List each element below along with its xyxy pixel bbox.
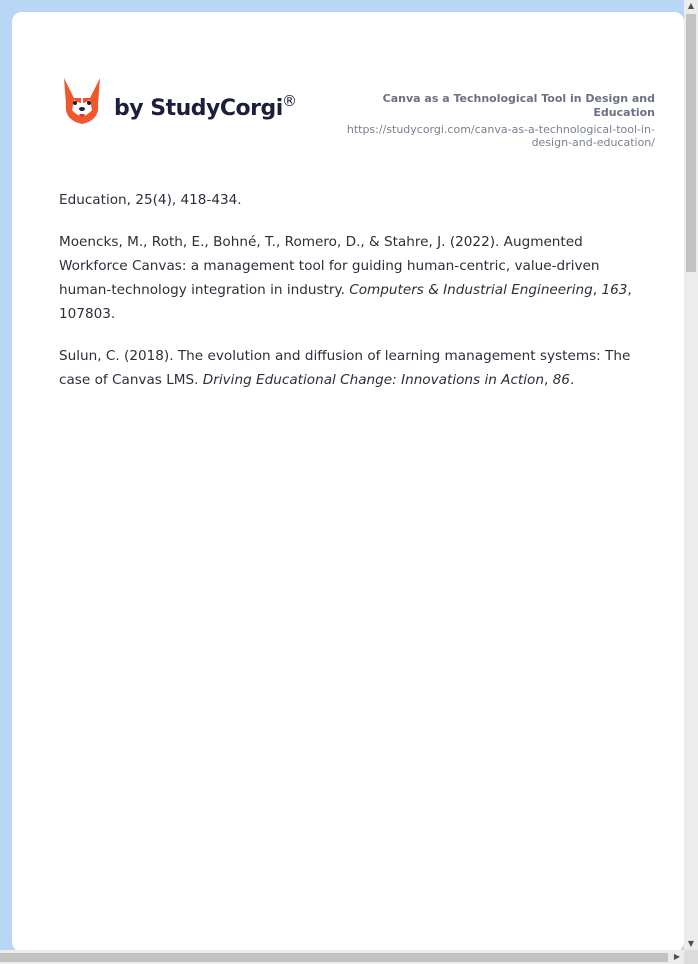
vertical-scroll-thumb[interactable] bbox=[686, 14, 696, 272]
reference-separator: , bbox=[592, 282, 602, 298]
references-list bbox=[59, 188, 641, 410]
document-url[interactable]: https://studycorgi.com/canva-as-a-technological-tool-in-design-and-education/ bbox=[346, 123, 655, 149]
reference-text: Sulun, C. (2018). The evolution and diffusion of learning management systems: The case of Canvas LMS. bbox=[59, 348, 631, 388]
reference-volume: 86 bbox=[552, 372, 570, 388]
reference-journal: Computers & Industrial Engineering bbox=[349, 282, 593, 298]
horizontal-scroll-thumb[interactable] bbox=[0, 953, 668, 962]
document-title: Canva as a Technological Tool in Design and Education bbox=[382, 92, 655, 119]
scroll-right-icon[interactable]: ▶ bbox=[673, 952, 681, 961]
reference-volume: 163 bbox=[601, 282, 628, 298]
horizontal-scrollbar[interactable] bbox=[0, 950, 684, 964]
document-header bbox=[325, 92, 655, 149]
reference-item bbox=[59, 230, 641, 326]
reference-journal: Driving Educational Change: Innovations in Action bbox=[202, 372, 544, 388]
scrollbar-corner bbox=[684, 950, 698, 964]
reference-tail: , 107803. bbox=[59, 282, 632, 322]
vertical-scrollbar[interactable] bbox=[684, 0, 698, 950]
brand-name: by StudyCorgi bbox=[114, 96, 283, 121]
document-page bbox=[12, 12, 684, 952]
reference-text: Education, 25(4), 418-434. bbox=[59, 192, 242, 208]
reference-tail: . bbox=[569, 372, 575, 388]
reference-text: Moencks, M., Roth, E., Bohné, T., Romero, D., & Stahre, J. (2022). Augmented Workforce Canvas: a management tool for guiding human-centric, value-driven human-technology integration in industry. bbox=[59, 234, 600, 298]
reference-item bbox=[59, 344, 641, 392]
registered-mark: ® bbox=[282, 92, 297, 110]
reference-item bbox=[59, 188, 641, 212]
scroll-up-icon[interactable]: ▲ bbox=[687, 1, 695, 10]
scroll-down-icon[interactable]: ▼ bbox=[687, 939, 695, 948]
reference-separator: , bbox=[543, 372, 553, 388]
